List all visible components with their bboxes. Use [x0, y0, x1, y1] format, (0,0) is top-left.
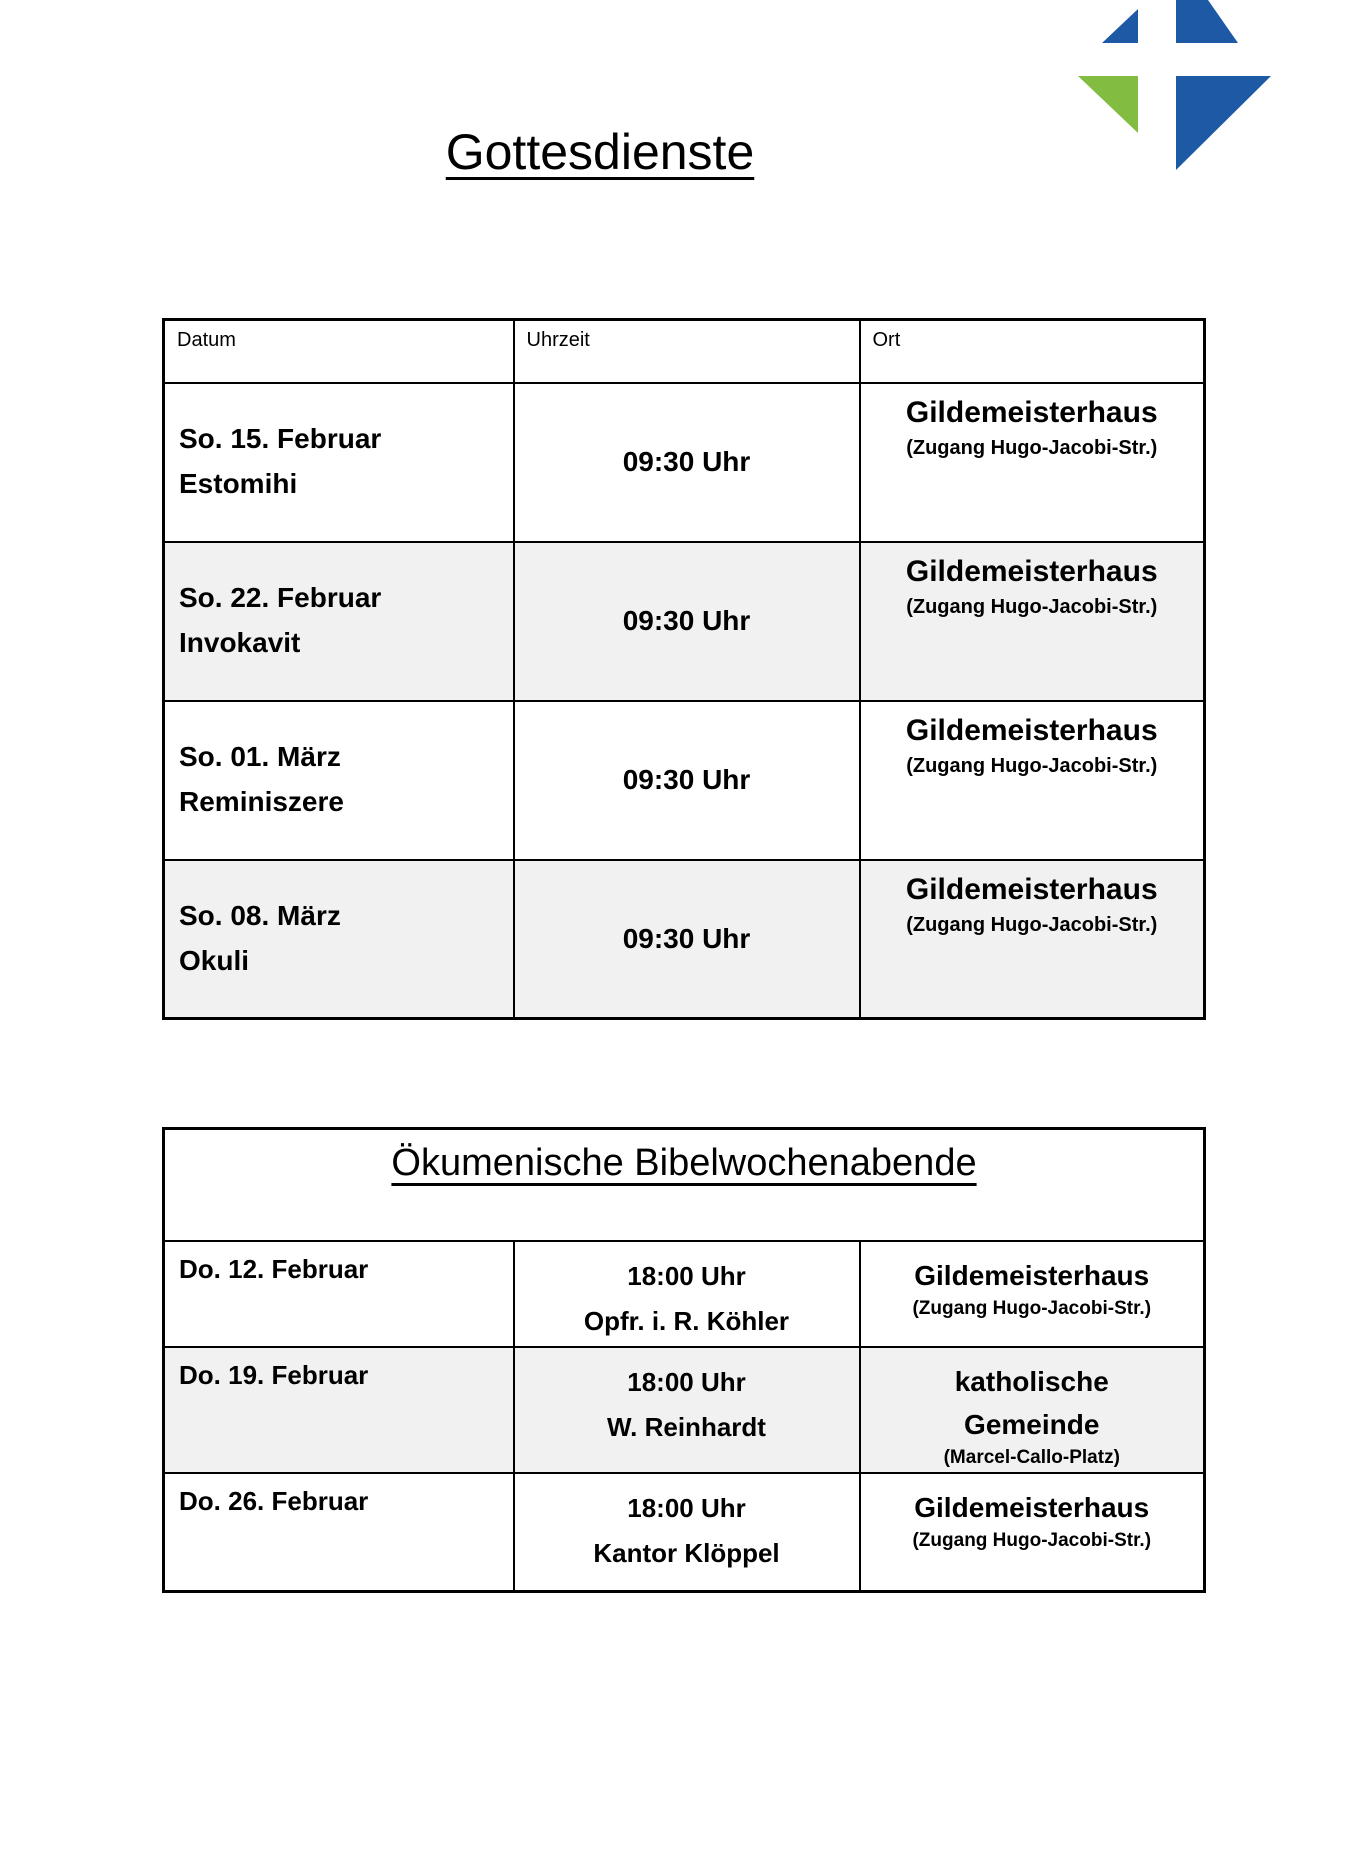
- service-date-cell: [164, 860, 514, 1019]
- service-location-cell: [860, 542, 1205, 701]
- service-location-note: (Zugang Hugo-Jacobi-Str.): [906, 914, 1158, 936]
- service-time: 09:30 Uhr: [622, 764, 751, 795]
- bible-week-title-row: [164, 1129, 1205, 1241]
- bible-week-time: 18:00 Uhr: [627, 1260, 746, 1291]
- bible-week-time: 18:00 Uhr: [627, 1366, 746, 1397]
- bible-week-date: Do. 12. Februar: [179, 1253, 369, 1284]
- service-day-name: Estomihi: [179, 468, 298, 499]
- bible-week-location-cell: [860, 1241, 1205, 1347]
- bible-week-time-cell: [514, 1241, 860, 1347]
- service-time-cell: [514, 383, 860, 542]
- bible-week-location-note: (Marcel-Callo-Platz): [943, 1447, 1120, 1469]
- service-time-cell: [514, 701, 860, 860]
- page-title: [0, 122, 1200, 182]
- service-date-cell: [164, 701, 514, 860]
- service-row: [164, 542, 1205, 701]
- bible-week-time-cell: [514, 1347, 860, 1473]
- services-header-row: [164, 320, 1205, 383]
- bible-week-location: Gildemeisterhaus: [914, 1491, 1150, 1523]
- services-table: [162, 318, 1206, 1020]
- service-day-name: Invokavit: [179, 627, 301, 658]
- service-date-cell: [164, 542, 514, 701]
- service-location-cell: [860, 860, 1205, 1019]
- page-title-text: Gottesdienste: [445, 124, 755, 180]
- bible-week-date-cell: [164, 1473, 514, 1592]
- bible-week-date-cell: [164, 1241, 514, 1347]
- service-location: Gildemeisterhaus: [905, 554, 1158, 588]
- bible-week-title-cell: [164, 1129, 1205, 1241]
- service-location: Gildemeisterhaus: [905, 713, 1158, 747]
- service-day-name: Okuli: [179, 944, 250, 976]
- service-date: So. 01. März: [179, 741, 341, 773]
- service-time-cell: [514, 860, 860, 1019]
- bible-week-location-cell: [860, 1347, 1205, 1473]
- bible-week-time-cell: [514, 1473, 860, 1592]
- service-row: [164, 383, 1205, 542]
- service-location-note: (Zugang Hugo-Jacobi-Str.): [906, 755, 1158, 777]
- service-day-name: Reminiszere: [179, 786, 344, 817]
- bible-week-location-cell: [860, 1473, 1205, 1592]
- bible-week-date: Do. 26. Februar: [179, 1485, 369, 1516]
- service-time: 09:30 Uhr: [622, 922, 751, 954]
- bible-week-location: Gildemeisterhaus: [914, 1259, 1150, 1291]
- service-date: So. 08. März: [179, 899, 341, 931]
- service-date: So. 15. Februar: [179, 423, 382, 455]
- bible-week-location-note: (Zugang Hugo-Jacobi-Str.): [912, 1530, 1152, 1552]
- column-header-uhrzeit: Uhrzeit: [514, 320, 860, 383]
- service-date-cell: [164, 383, 514, 542]
- service-location-note: (Zugang Hugo-Jacobi-Str.): [906, 596, 1158, 618]
- bible-week-row: [164, 1473, 1205, 1592]
- service-date: So. 22. Februar: [179, 582, 382, 614]
- bible-week-leader: W. Reinhardt: [607, 1412, 766, 1442]
- column-header-ort: Ort: [860, 320, 1205, 383]
- bible-week-leader: Opfr. i. R. Köhler: [583, 1306, 790, 1336]
- service-row: [164, 860, 1205, 1019]
- service-location: Gildemeisterhaus: [905, 395, 1158, 429]
- service-time-cell: [514, 542, 860, 701]
- bible-week-time: 18:00 Uhr: [627, 1492, 746, 1523]
- bible-week-row: [164, 1347, 1205, 1473]
- logo-triangle-top-left: [1102, 9, 1138, 43]
- bible-week-title: Ökumenische Bibelwochenabende: [391, 1142, 977, 1184]
- logo-triangle-top-right: [1176, 0, 1238, 43]
- service-location-cell: [860, 383, 1205, 542]
- bible-week-date-cell: [164, 1347, 514, 1473]
- bible-week-table: [162, 1127, 1206, 1593]
- service-time: 09:30 Uhr: [622, 446, 751, 477]
- bible-week-leader: Kantor Klöppel: [593, 1538, 780, 1569]
- service-location-note: (Zugang Hugo-Jacobi-Str.): [906, 437, 1158, 459]
- bible-week-date: Do. 19. Februar: [179, 1359, 369, 1390]
- column-header-datum: Datum: [164, 320, 514, 383]
- service-time: 09:30 Uhr: [622, 605, 751, 636]
- bible-week-location: katholische Gemeinde: [954, 1365, 1109, 1440]
- bible-week-row: [164, 1241, 1205, 1347]
- service-location: Gildemeisterhaus: [905, 872, 1158, 906]
- bible-week-location-note: (Zugang Hugo-Jacobi-Str.): [912, 1297, 1152, 1319]
- service-location-cell: [860, 701, 1205, 860]
- service-row: [164, 701, 1205, 860]
